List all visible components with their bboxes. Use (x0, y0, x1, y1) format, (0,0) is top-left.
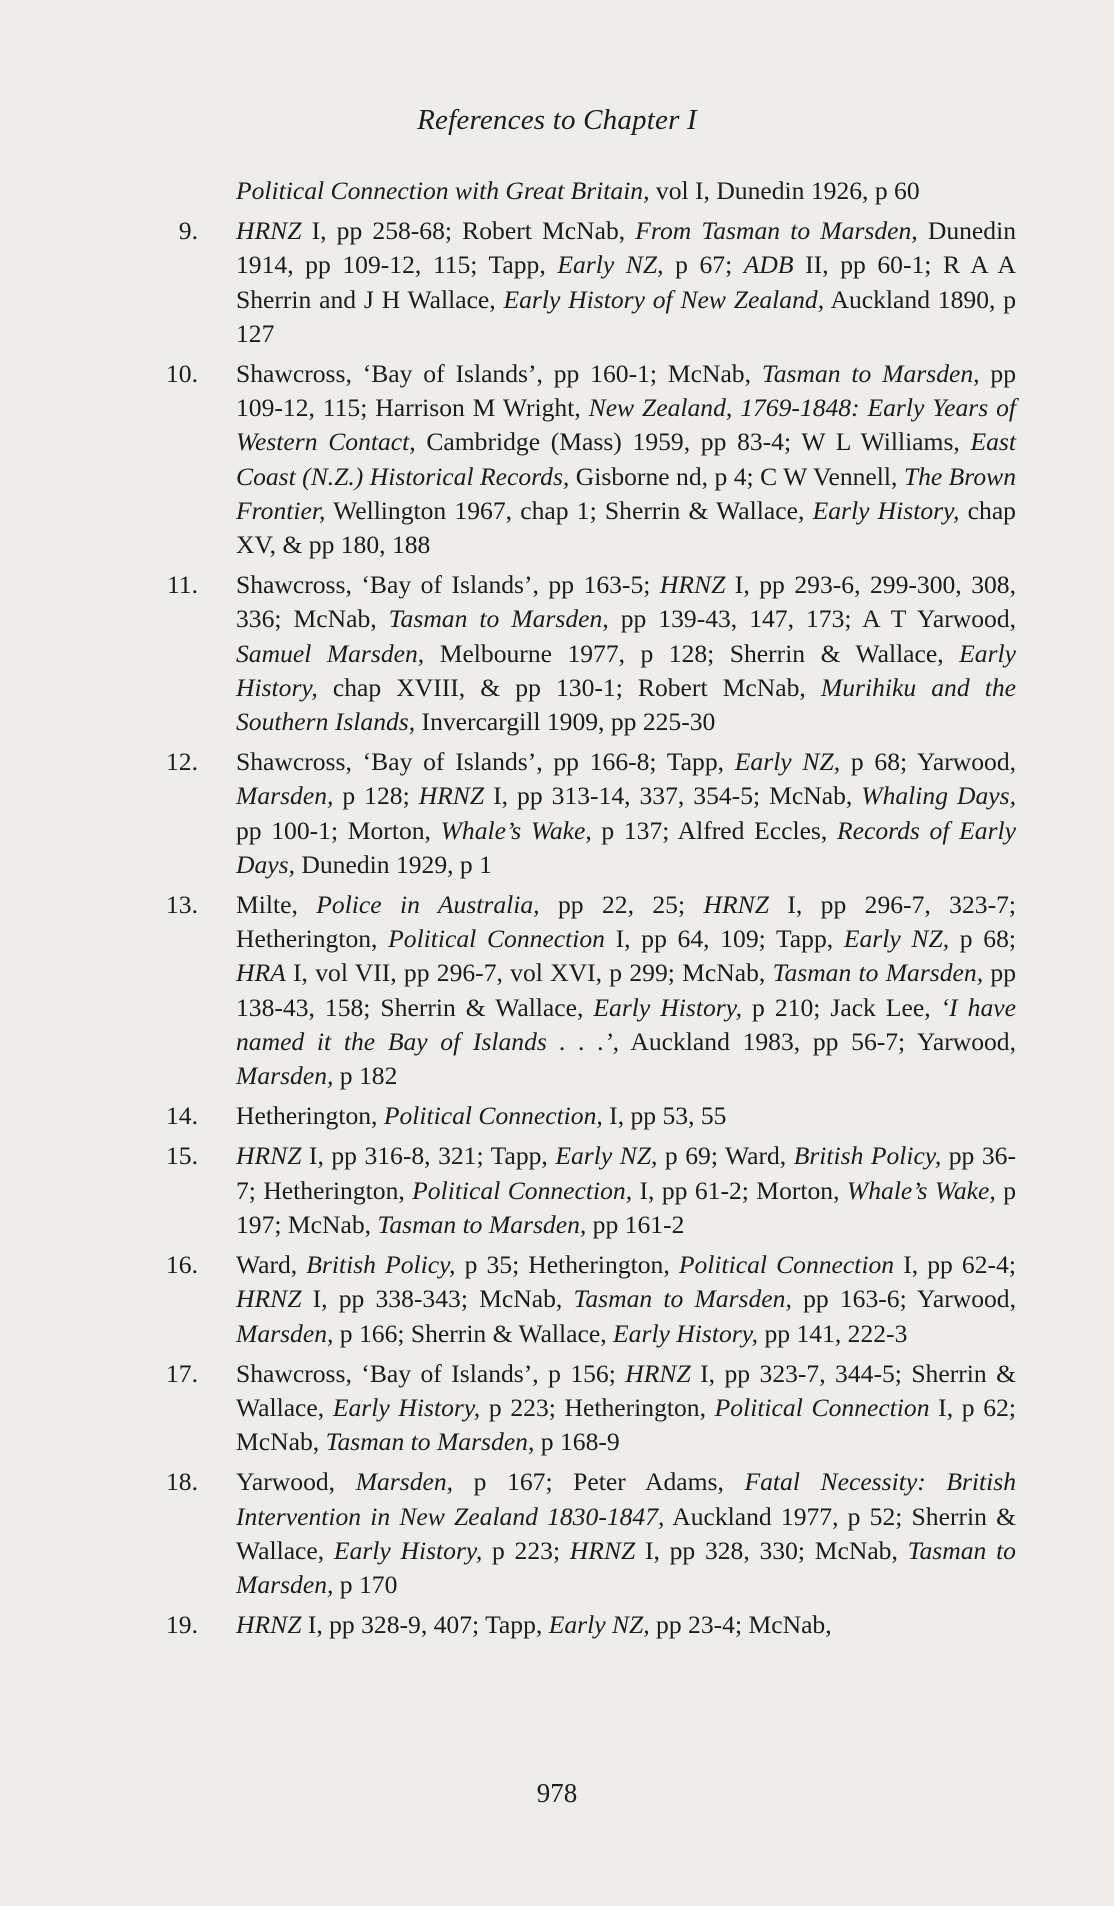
italic-title: Marsden, (355, 1467, 454, 1497)
citation-text: I, p 62; McNab, (236, 1392, 1016, 1457)
note-text (236, 1101, 726, 1130)
citation-text: p 166; Sherrin & Wallace, (333, 1318, 614, 1348)
citation-text: pp 163-6; Yarwood, (791, 1284, 1016, 1314)
citation-text: chap XVIII, & pp 130-1; Robert McNab, (317, 672, 821, 702)
italic-title: Early NZ, (548, 1610, 650, 1640)
note-text (236, 1610, 832, 1639)
note-text (236, 747, 1016, 879)
italic-title: Whaling Days, (861, 781, 1016, 811)
italic-title: Tasman to Marsden, (236, 1535, 1016, 1599)
citation-text: p 35; Hetherington, (455, 1250, 679, 1280)
citation-text: I, vol VII, pp 296-7, vol XVI, p 299; McNab, (285, 958, 773, 988)
italic-title: Early History, (812, 495, 960, 525)
note-text (236, 1250, 1016, 1347)
reference-note (158, 568, 1016, 739)
citation-text: p 170 (333, 1569, 398, 1599)
citation-text: I, pp 328-9, 407; Tapp, (301, 1610, 549, 1640)
italic-title: ADB (743, 250, 794, 280)
italic-title: East Coast (N.Z.) Historical Records, (236, 427, 1017, 491)
italic-title: Records of Early Days, (236, 815, 1016, 879)
italic-title: Tasman to Marsden, (573, 1284, 792, 1314)
citation-text: Yarwood, (236, 1467, 356, 1497)
italic-title: Political Connection (714, 1392, 930, 1422)
citation-text: I, pp 328, 330; McNab, (635, 1535, 908, 1565)
italic-title: HRNZ (236, 216, 302, 246)
citation-text: pp 36-7; Hetherington, (236, 1141, 1016, 1205)
citation-text: I, pp 258-68; Robert McNab, (301, 216, 636, 246)
italic-title: Political Connection (388, 924, 605, 954)
italic-title: From Tasman to Marsden, (635, 216, 918, 246)
italic-title: Early History, (236, 638, 1017, 702)
citation-text: pp 161-2 (586, 1209, 685, 1239)
note-number: 14. (166, 1101, 198, 1131)
italic-title: Early History of New Zealand, (503, 284, 825, 314)
citation-text: Shawcross, ‘Bay of Islands’, pp 166-8; Tapp, (236, 747, 735, 777)
citation-text: pp 141, 222-3 (758, 1318, 908, 1348)
note-text (236, 176, 920, 205)
reference-note (158, 1357, 1016, 1460)
note-number: 10. (166, 359, 198, 389)
citation-text: p 223; Hetherington, (480, 1392, 715, 1422)
citation-text: I, pp 64, 109; Tapp, (604, 924, 844, 954)
citation-text: I, pp 61-2; Morton, (632, 1175, 847, 1205)
citation-text: Shawcross, ‘Bay of Islands’, pp 160-1; McNab, (236, 359, 762, 389)
citation-text: pp 100-1; Morton, (236, 815, 441, 845)
italic-title: Tasman to Marsden, (388, 604, 609, 634)
italic-title: Fatal Necessity: British Intervention in New Zealand 1830-1847, (236, 1467, 1016, 1531)
reference-note (158, 1139, 1016, 1242)
italic-title: HRA (236, 958, 286, 988)
citation-text: chap XV, & pp 180, 188 (236, 495, 1016, 560)
italic-title: Political Connection with Great Britain, (236, 176, 650, 205)
citation-text: p 128; (333, 781, 419, 811)
reference-note (158, 357, 1016, 562)
italic-title: Marsden, (236, 1061, 334, 1091)
citation-text: p 69; Ward, (657, 1141, 794, 1171)
note-number: 11. (166, 570, 198, 600)
italic-title: HRNZ (236, 1141, 302, 1171)
reference-note-continuation (158, 174, 1016, 208)
italic-title: British Policy, (793, 1141, 942, 1171)
citation-text: Auckland 1977, p 52; Sherrin & Wallace, (236, 1501, 1016, 1565)
italic-title: Samuel Marsden, (236, 638, 425, 668)
note-text (236, 1467, 1016, 1599)
citation-text: p 167; Peter Adams, (453, 1467, 745, 1497)
note-number: 15. (166, 1141, 198, 1171)
citation-text: p 168-9 (534, 1427, 620, 1457)
reference-note (158, 1608, 1016, 1642)
running-header: References to Chapter I (417, 104, 697, 136)
citation-text: I, pp 323-7, 344-5; Sherrin & Wallace, (236, 1358, 1017, 1422)
note-number: 9. (178, 216, 198, 246)
citation-text: pp 139-43, 147, 173; A T Yarwood, (608, 604, 1017, 634)
citation-text: pp 23-4; McNab, (649, 1610, 832, 1640)
citation-text: Hetherington, (236, 1101, 384, 1131)
citation-text: Dunedin 1929, p 1 (295, 849, 492, 879)
citation-text: I, pp 296-7, 323-7; Hetherington, (236, 890, 1016, 954)
note-text (236, 890, 1016, 1090)
citation-text: Wellington 1967, chap 1; Sherrin & Wallace, (325, 495, 813, 525)
italic-title: Political Connection (678, 1250, 895, 1280)
italic-title: HRNZ (236, 1610, 302, 1640)
italic-title: Early History, (593, 992, 743, 1022)
citation-text: pp 138-43, 158; Sherrin & Wallace, (236, 958, 1016, 1022)
italic-title: Marsden, (236, 781, 334, 811)
italic-title: The Brown Frontier, (236, 461, 1016, 525)
citation-text: I, pp 338-343; McNab, (301, 1284, 574, 1314)
citation-text: p 67; (663, 250, 744, 280)
citation-text: Cambridge (Mass) 1959, pp 83-4; W L Williams, (415, 427, 971, 457)
citation-text: p 223; (482, 1535, 570, 1565)
note-number: 16. (166, 1250, 198, 1280)
italic-title: Marsden, (236, 1318, 334, 1348)
citation-text: I, pp 316-8, 321; Tapp, (301, 1141, 556, 1171)
citation-text: p 182 (333, 1061, 398, 1091)
reference-notes-list (158, 174, 1016, 1648)
reference-note (158, 888, 1016, 1093)
citation-text: Dunedin 1914, pp 109-12, 115; Tapp, (236, 216, 1016, 280)
page-number: 978 (536, 1778, 578, 1808)
citation-text: Gisborne nd, p 4; C W Vennell, (569, 461, 904, 491)
italic-title: HRNZ (703, 890, 769, 920)
italic-title: Whale’s Wake, (846, 1175, 996, 1205)
italic-title: Early NZ, (734, 747, 841, 777)
citation-text: pp 109-12, 115; Harrison M Wright, (236, 359, 1016, 423)
citation-text: p 197; McNab, (236, 1175, 1016, 1239)
citation-text: p 68; Yarwood, (840, 747, 1017, 777)
italic-title: HRNZ (569, 1535, 636, 1565)
citation-text: vol I, Dunedin 1926, p 60 (649, 176, 920, 205)
citation-text: I, pp 53, 55 (602, 1101, 727, 1131)
citation-text: Invercargill 1909, pp 225-30 (415, 707, 716, 737)
note-text (236, 216, 1016, 348)
citation-text: Milte, (236, 890, 317, 920)
citation-text: Ward, (236, 1250, 307, 1280)
note-number: 19. (166, 1610, 198, 1640)
citation-text: p 137; Alfred Eccles, (591, 815, 837, 845)
italic-title: Political Connection, (383, 1101, 603, 1131)
note-text (236, 570, 1016, 736)
citation-text: Shawcross, ‘Bay of Islands’, p 156; (236, 1358, 626, 1388)
italic-title: Police in Australia, (316, 890, 540, 920)
italic-title: British Policy, (306, 1250, 456, 1280)
italic-title: Early NZ, (557, 250, 664, 280)
italic-title: Tasman to Marsden, (377, 1209, 587, 1239)
citation-text: Auckland 1983, pp 56-7; Yarwood, (619, 1026, 1016, 1056)
citation-text: Melbourne 1977, p 128; Sherrin & Wallace, (424, 638, 960, 668)
italic-title: Early NZ, (555, 1141, 658, 1171)
italic-title: HRNZ (625, 1358, 691, 1388)
italic-title: Early History, (332, 1392, 481, 1422)
italic-title: HRNZ (236, 1284, 302, 1314)
italic-title: Political Connection, (412, 1175, 633, 1205)
italic-title: Murihiku and the Southern Islands, (236, 672, 1016, 737)
italic-title: ‘I have named it the Bay of Islands . . .’, (236, 992, 1016, 1056)
reference-note (158, 1248, 1016, 1351)
note-text (236, 359, 1016, 559)
citation-text: pp 22, 25; (539, 890, 704, 920)
note-number: 12. (166, 747, 198, 777)
reference-note (158, 745, 1016, 882)
italic-title: Tasman to Marsden, (772, 958, 984, 988)
citation-text: II, pp 60-1; R A A Sherrin and J H Wallace, (236, 250, 1016, 314)
italic-title: Early History, (333, 1535, 483, 1565)
italic-title: Tasman to Marsden, (761, 359, 980, 389)
note-number: 13. (166, 890, 198, 920)
note-text (236, 1359, 1016, 1456)
citation-text: Shawcross, ‘Bay of Islands’, pp 163-5; (236, 570, 660, 600)
reference-note (158, 214, 1016, 351)
italic-title: Early NZ, (843, 924, 950, 954)
italic-title: HRNZ (418, 781, 485, 811)
citation-text: p 210; Jack Lee, (742, 992, 941, 1022)
reference-note (158, 1465, 1016, 1602)
note-number: 18. (166, 1467, 198, 1497)
citation-text: Auckland 1890, p 127 (236, 284, 1016, 348)
reference-note (158, 1099, 1016, 1133)
citation-text: I, pp 293-6, 299-300, 308, 336; McNab, (236, 570, 1016, 634)
italic-title: Whale’s Wake, (440, 815, 592, 845)
note-number: 17. (166, 1358, 198, 1388)
citation-text: I, pp 313-14, 337, 354-5; McNab, (484, 781, 862, 811)
citation-text: p 68; (949, 924, 1016, 954)
italic-title: Tasman to Marsden, (325, 1427, 535, 1457)
italic-title: Early History, (613, 1318, 759, 1348)
italic-title: New Zealand, 1769-1848: Early Years of Western Contact, (236, 393, 1017, 457)
italic-title: HRNZ (659, 570, 726, 600)
note-text (236, 1141, 1016, 1238)
citation-text: I, pp 62-4; (894, 1250, 1016, 1280)
